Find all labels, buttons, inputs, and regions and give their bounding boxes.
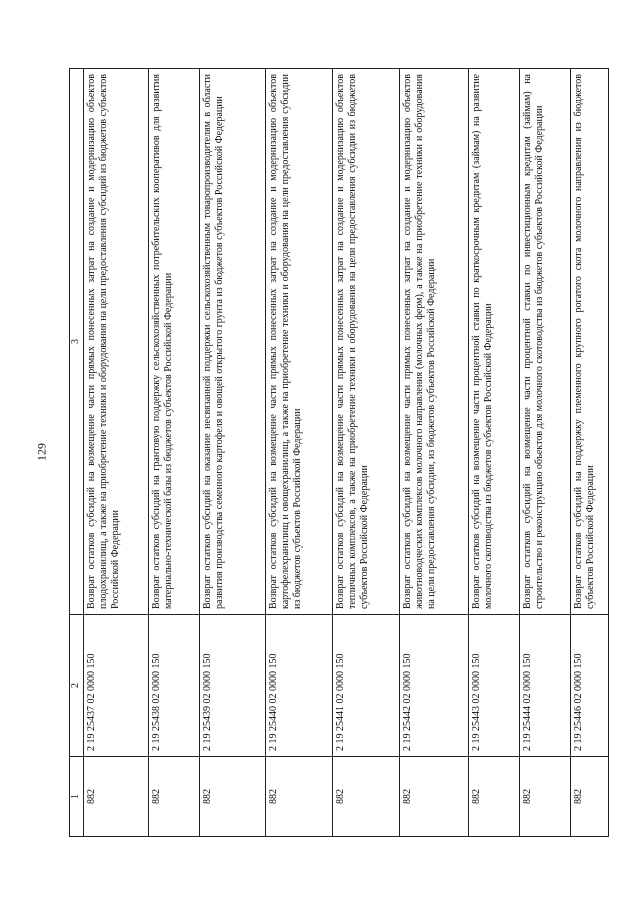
description-cell: Возврат остатков субсидий на оказание несвязанной поддержки сельскохозяйственным товаропроизводителям в области развития производства семенного картофеля и овощей открытого грунта из бюджетов субъектов Российской Федерации — [199, 69, 266, 615]
admin-code-cell: 882 — [266, 757, 333, 837]
kbk-code-cell: 2 19 25442 02 0000 150 — [399, 615, 468, 757]
column-header: 3 — [70, 69, 84, 615]
description-cell: Возврат остатков субсидий на возмещение части прямых понесенных затрат на создание и модернизацию объектов плодохранилищ, а также на приобретение техники и оборудования на цели предоставления субсидий из бюджетов субъектов Российской Федерации — [84, 69, 149, 615]
kbk-code-cell: 2 19 25440 02 0000 150 — [266, 615, 333, 757]
table-row — [199, 69, 266, 837]
kbk-code-cell: 2 19 25439 02 0000 150 — [199, 615, 266, 757]
table-row — [333, 69, 400, 837]
admin-code-cell: 882 — [399, 757, 468, 837]
table-row — [468, 69, 519, 837]
kbk-code-cell: 2 19 25438 02 0000 150 — [148, 615, 199, 757]
admin-code-cell: 882 — [519, 757, 570, 837]
description-cell: Возврат остатков субсидий на возмещение части процентной ставки по краткосрочным кредитам (займам) на развитие молочного скотоводства из бюджетов субъектов Российской Федерации — [468, 69, 519, 615]
page-number: 129 — [34, 443, 49, 461]
table-row — [84, 69, 149, 837]
admin-code-cell: 882 — [468, 757, 519, 837]
kbk-code-cell: 2 19 25444 02 0000 150 — [519, 615, 570, 757]
admin-code-cell: 882 — [148, 757, 199, 837]
budget-codes-table — [69, 68, 609, 837]
budget-codes-table-wrapper — [69, 69, 609, 837]
kbk-code-cell: 2 19 25443 02 0000 150 — [468, 615, 519, 757]
table-row — [148, 69, 199, 837]
kbk-code-cell: 2 19 25437 02 0000 150 — [84, 615, 149, 757]
description-cell: Возврат остатков субсидий на возмещение части прямых понесенных затрат на создание и модернизацию объектов животноводческих комплексов молочного направления (молочных ферм), а также на приобретение техники и оборудования на цели предоставления субсидии, из бюджетов субъектов Российской Федерации — [399, 69, 468, 615]
admin-code-cell: 882 — [571, 757, 609, 837]
description-cell: Возврат остатков субсидий на возмещение части прямых понесенных затрат на создание и модернизацию объектов картофелехранилищ и овощехранилищ, а также на приобретение техники и оборудования на цели предоставления субсидии из бюджетов субъектов Российской Федерации — [266, 69, 333, 615]
admin-code-cell: 882 — [333, 757, 400, 837]
description-cell: Возврат остатков субсидий на поддержку племенного крупного рогатого скота молочного направления из бюджетов субъектов Российской Федерации — [571, 69, 609, 615]
table-row — [571, 69, 609, 837]
description-cell: Возврат остатков субсидий на возмещение части прямых понесенных затрат на создание и модернизацию объектов тепличных комплексов, а также на приобретение техники и оборудования на цели предоставления субсидии из бюджетов субъектов Российской Федерации — [333, 69, 400, 615]
column-header: 2 — [70, 615, 84, 757]
table-row — [266, 69, 333, 837]
description-cell: Возврат остатков субсидий на возмещение части процентной ставки по инвестиционным кредитам (займам) на строительство и реконструкцию объектов для молочного скотоводства из бюджетов субъектов Российской Федерации — [519, 69, 570, 615]
admin-code-cell: 882 — [199, 757, 266, 837]
column-header: 1 — [70, 757, 84, 837]
kbk-code-cell: 2 19 25446 02 0000 150 — [571, 615, 609, 757]
table-header-row — [70, 69, 84, 837]
table-row — [519, 69, 570, 837]
kbk-code-cell: 2 19 25441 02 0000 150 — [333, 615, 400, 757]
table-row — [399, 69, 468, 837]
admin-code-cell: 882 — [84, 757, 149, 837]
description-cell: Возврат остатков субсидий на грантовую поддержку сельскохозяйственных потребительских кооперативов для развития материально-технической базы из бюджетов субъектов Российской Федерации — [148, 69, 199, 615]
